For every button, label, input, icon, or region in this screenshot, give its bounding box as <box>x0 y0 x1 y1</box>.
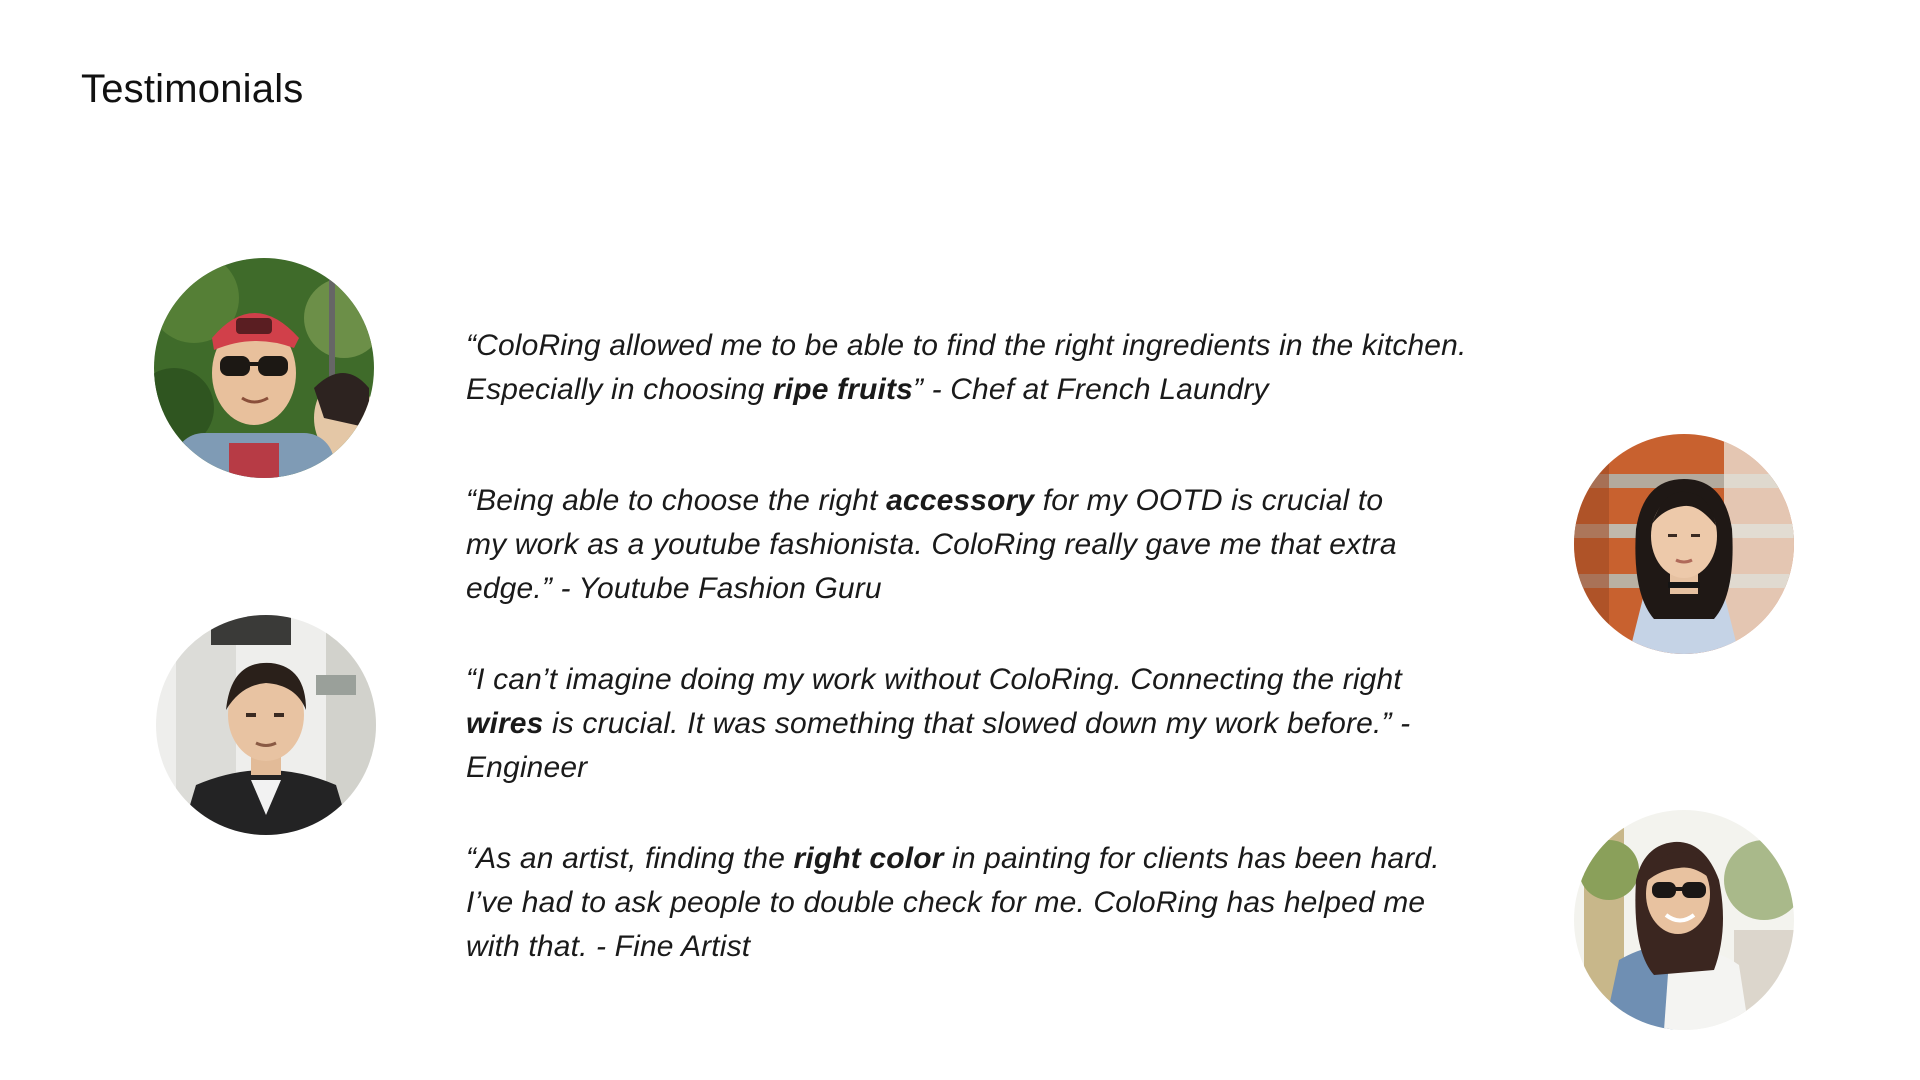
testimonial-highlight: accessory <box>886 484 1035 517</box>
testimonial-highlight: ripe fruits <box>772 373 913 406</box>
testimonial-attribution: for my OOTD is crucial to my work as a youtube fashionista. ColoRing really gave me that extra edge.” - Youtube Fashion Guru <box>466 484 1397 605</box>
testimonial-highlight: right color <box>793 842 944 875</box>
testimonial-chef <box>466 324 1526 412</box>
testimonial-text: “Being able to choose the right <box>466 484 887 517</box>
testimonial-engineer <box>466 658 1426 790</box>
testimonial-text: “I can’t imagine doing my work without ColoRing. Connecting the right <box>466 663 1402 696</box>
testimonial-fine-artist <box>466 837 1486 969</box>
testimonial-text: “As an artist, finding the <box>466 842 794 875</box>
testimonial-highlight: wires <box>466 707 544 740</box>
testimonial-fashion-guru <box>466 479 1426 611</box>
testimonial-attribution: in painting for clients has been hard. I’ve had to ask people to double check for me. ColoRing has helped me with that. - Fine Artist <box>466 842 1440 963</box>
avatar-chef <box>154 258 374 478</box>
avatar-fashion-guru <box>1574 434 1794 654</box>
testimonial-attribution: ” - Chef at French Laundry <box>912 373 1269 406</box>
testimonial-text: “ColoRing allowed me to be able to find the right ingredients in the kitchen. Especially in choosing <box>466 329 1467 406</box>
avatar-engineer <box>156 615 376 835</box>
page-title: Testimonials <box>81 67 304 111</box>
avatar-fine-artist <box>1574 810 1794 1030</box>
testimonial-attribution: is crucial. It was something that slowed down my work before.” - Engineer <box>466 707 1411 784</box>
